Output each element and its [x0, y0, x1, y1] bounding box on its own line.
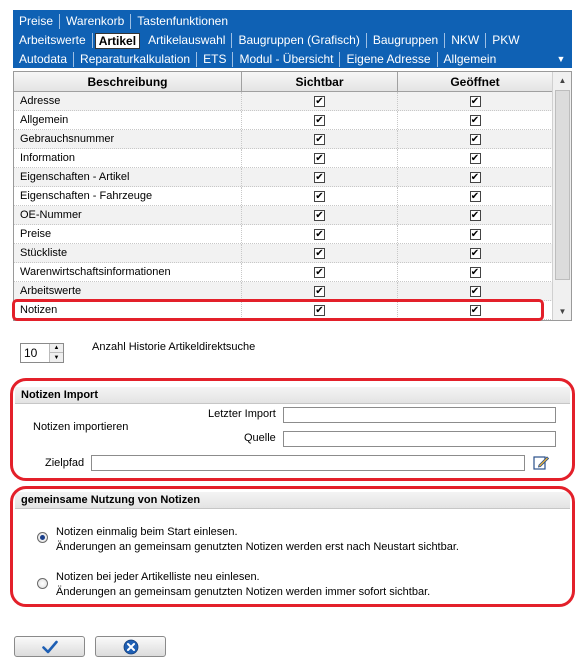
ok-button[interactable] — [14, 636, 85, 657]
scroll-down-arrow-icon[interactable]: ▼ — [558, 307, 567, 316]
open-checkbox[interactable]: ✔ — [470, 304, 480, 316]
visible-cell — [242, 244, 398, 262]
column-header-beschreibung[interactable]: Beschreibung — [14, 72, 242, 91]
tab-row-3 — [13, 50, 502, 69]
cancel-x-icon — [123, 639, 139, 655]
visible-cell — [242, 149, 398, 167]
visible-checkbox[interactable]: ✔ — [315, 247, 324, 259]
row-description: Eigenschaften - Fahrzeuge — [14, 187, 242, 205]
open-checkbox[interactable]: ✔ — [470, 228, 480, 240]
open-checkbox[interactable]: ✔ — [470, 266, 480, 278]
visible-checkbox[interactable]: ✔ — [315, 266, 324, 278]
target-path-label: Zielpfad — [45, 457, 85, 469]
option-load-always-note: Änderungen an gemeinsam genutzten Notizen werden immer sofort sichtbar. — [56, 586, 431, 598]
tab-warenkorb[interactable]: Warenkorb — [60, 14, 131, 29]
import-notes-label: Notizen importieren — [33, 421, 129, 433]
tab-row-2 — [13, 31, 526, 50]
open-cell — [398, 92, 553, 110]
table-row[interactable] — [14, 130, 553, 149]
row-description: Adresse — [14, 92, 242, 110]
open-checkbox[interactable]: ✔ — [470, 190, 480, 202]
tab-row-1 — [13, 12, 234, 31]
row-description: Preise — [14, 225, 242, 243]
table-row[interactable] — [14, 92, 553, 111]
open-cell — [398, 282, 553, 300]
option-load-once-note: Änderungen an gemeinsam genutzten Notizen werden erst nach Neustart sichtbar. — [56, 541, 459, 553]
option-load-once-text: Notizen einmalig beim Start einlesen. — [56, 526, 238, 538]
history-count-label: Anzahl Historie Artikeldirektsuche — [92, 341, 256, 353]
open-cell — [398, 187, 553, 205]
visible-cell — [242, 206, 398, 224]
visible-cell — [242, 225, 398, 243]
option-load-always-text: Notizen bei jeder Artikelliste neu einlesen. — [56, 571, 260, 583]
check-icon — [42, 640, 58, 654]
row-description: Eigenschaften - Artikel — [14, 168, 242, 186]
visible-checkbox[interactable]: ✔ — [315, 171, 324, 183]
history-count-input[interactable] — [21, 344, 49, 362]
table-row[interactable] — [14, 225, 553, 244]
row-description: Notizen — [14, 301, 242, 319]
tab-eigene-adresse[interactable]: Eigene Adresse — [340, 52, 437, 67]
stepper-up-arrow-icon[interactable]: ▲ — [49, 344, 63, 353]
row-description: Arbeitswerte — [14, 282, 242, 300]
tab-bar — [13, 10, 572, 68]
open-cell — [398, 263, 553, 281]
open-checkbox[interactable]: ✔ — [470, 133, 480, 145]
open-checkbox[interactable]: ✔ — [470, 285, 480, 297]
highlight-notes-import — [10, 378, 575, 481]
visible-checkbox[interactable]: ✔ — [315, 285, 324, 297]
open-checkbox[interactable]: ✔ — [470, 114, 480, 126]
tab-arbeitswerte[interactable]: Arbeitswerte — [13, 33, 93, 48]
history-count-stepper[interactable] — [20, 343, 64, 363]
table-row[interactable] — [14, 149, 553, 168]
tab-modul-uebersicht[interactable]: Modul - Übersicht — [233, 52, 340, 67]
cancel-button[interactable] — [95, 636, 166, 657]
visible-checkbox[interactable]: ✔ — [315, 133, 324, 145]
table-row[interactable] — [14, 206, 553, 225]
settings-table — [13, 71, 572, 321]
tab-artikelauswahl[interactable]: Artikelauswahl — [142, 33, 232, 48]
tab-pkw[interactable]: PKW — [492, 33, 520, 47]
visible-checkbox[interactable]: ✔ — [315, 304, 324, 316]
open-cell — [398, 225, 553, 243]
tab-overflow-arrow-icon[interactable]: ▼ — [556, 54, 566, 64]
source-label: Quelle — [244, 432, 276, 444]
table-header — [14, 72, 553, 92]
visible-checkbox[interactable]: ✔ — [315, 228, 324, 240]
table-row[interactable] — [14, 187, 553, 206]
visible-cell — [242, 282, 398, 300]
visible-checkbox[interactable]: ✔ — [315, 190, 324, 202]
table-body — [14, 92, 553, 320]
visible-cell — [242, 263, 398, 281]
open-cell — [398, 206, 553, 224]
highlight-notizen-row — [12, 299, 544, 321]
row-description: Gebrauchsnummer — [14, 130, 242, 148]
open-cell — [398, 244, 553, 262]
visible-cell — [242, 187, 398, 205]
open-checkbox[interactable]: ✔ — [470, 209, 480, 221]
scrollbar-thumb[interactable] — [555, 90, 570, 280]
tab-artikel[interactable]: Artikel — [95, 33, 140, 49]
table-row[interactable] — [14, 263, 553, 282]
open-cell — [398, 130, 553, 148]
table-row[interactable] — [14, 168, 553, 187]
visible-checkbox[interactable]: ✔ — [315, 209, 324, 221]
column-header-geoeffnet[interactable]: Geöffnet — [398, 72, 553, 91]
table-row[interactable] — [14, 111, 553, 130]
row-description: Information — [14, 149, 242, 167]
open-checkbox[interactable]: ✔ — [470, 171, 480, 183]
tab-tastenfunktionen[interactable]: Tastenfunktionen — [137, 14, 228, 28]
highlight-notes-sharing — [10, 486, 575, 607]
table-scrollbar[interactable] — [552, 72, 571, 320]
open-cell — [398, 149, 553, 167]
open-checkbox[interactable]: ✔ — [470, 152, 480, 164]
visible-cell — [242, 92, 398, 110]
tab-preise[interactable]: Preise — [13, 14, 60, 29]
open-cell — [398, 168, 553, 186]
open-checkbox[interactable]: ✔ — [470, 247, 480, 259]
open-cell — [398, 111, 553, 129]
visible-cell — [242, 130, 398, 148]
visible-checkbox[interactable]: ✔ — [315, 114, 324, 126]
visible-checkbox[interactable]: ✔ — [315, 152, 324, 164]
column-header-sichtbar[interactable]: Sichtbar — [242, 72, 398, 91]
row-description: Warenwirtschaftsinformationen — [14, 263, 242, 281]
scroll-up-arrow-icon[interactable]: ▲ — [558, 76, 567, 85]
tab-reparaturkalkulation[interactable]: Reparaturkalkulation — [74, 52, 197, 67]
tab-baugruppen[interactable]: Baugruppen — [367, 33, 445, 48]
row-description: Allgemein — [14, 111, 242, 129]
notes-import-title: Notizen Import — [15, 387, 570, 404]
last-import-label: Letzter Import — [208, 408, 276, 420]
visible-checkbox[interactable]: ✔ — [315, 95, 324, 107]
tab-autodata[interactable]: Autodata — [13, 52, 74, 67]
table-row[interactable] — [14, 244, 553, 263]
notes-sharing-title: gemeinsame Nutzung von Notizen — [15, 492, 570, 509]
open-checkbox[interactable]: ✔ — [470, 95, 480, 107]
visible-cell — [242, 168, 398, 186]
visible-cell — [242, 111, 398, 129]
tab-ets[interactable]: ETS — [197, 52, 233, 67]
row-description: OE-Nummer — [14, 206, 242, 224]
stepper-down-arrow-icon[interactable]: ▼ — [49, 353, 63, 362]
tab-nkw[interactable]: NKW — [445, 33, 486, 48]
tab-baugruppen-grafisch[interactable]: Baugruppen (Grafisch) — [232, 33, 366, 48]
row-description: Stückliste — [14, 244, 242, 262]
tab-allgemein[interactable]: Allgemein — [443, 52, 497, 66]
